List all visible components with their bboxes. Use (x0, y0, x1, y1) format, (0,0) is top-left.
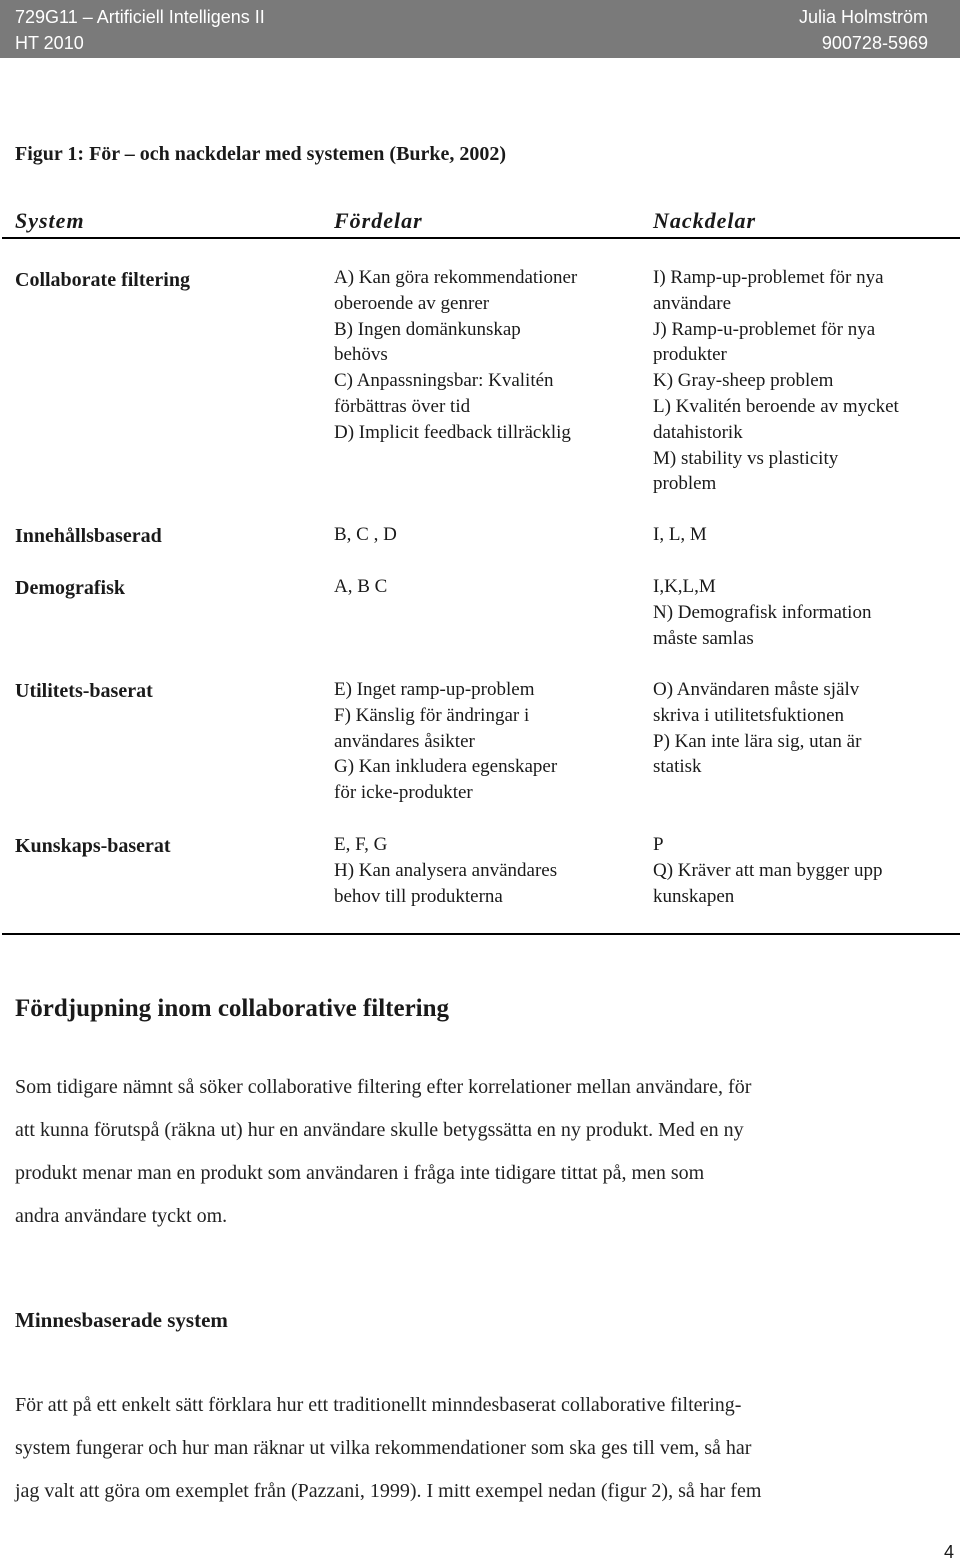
row-cons: I) Ramp-up-problemet för nya användare J) Ramp-u-problemet för nya produkter K) Gray-sheep problem L) Kvalitén beroende av mycket datahistorik M) stability vs plasticity problem (653, 267, 899, 495)
row-pros: E, F, G H) Kan analysera användares behov till produkterna (334, 834, 558, 907)
page-number: 4 (943, 1542, 954, 1562)
row-cons: O) Användaren måste själv skriva i utilitetsfuktionen P) Kan inte lära sig, utan är statisk (653, 679, 862, 778)
row-system-label: Utilitets-baserat (15, 680, 153, 702)
term: HT 2010 (15, 33, 84, 53)
row-pros: E) Inget ramp-up-problem F) Känslig för ändringar i användares åsikter G) Kan inkludera egenskaper för icke-produkter (334, 679, 558, 804)
student-id: 900728-5969 (821, 33, 928, 53)
column-header-cons: Nackdelar (653, 208, 757, 233)
row-system-label: Collaborate filtering (15, 269, 190, 291)
row-pros: A, B C (334, 576, 388, 597)
row-cons: I,K,L,M N) Demografisk information måste samlas (653, 576, 872, 649)
table-top-rule (2, 237, 960, 239)
paragraph-collaborative: Som tidigare nämnt så söker collaborative filtering efter korrelationer mellan användare, för att kunna förutspå (räkna ut) hur en användare skulle betygssätta en ny produkt. Med en ny produkt menar man en produkt som användaren i fråga inte tidigare tittat på, men som andra användare tyckt om. (15, 1076, 752, 1227)
figure-title: Figur 1: För – och nackdelar med systemen (Burke, 2002) (15, 143, 507, 165)
row-pros: A) Kan göra rekommendationer oberoende av genrer B) Ingen domänkunskap behövs C) Anpassningsbar: Kvalitén förbättras över tid D) Implicit feedback tillräcklig (334, 267, 578, 443)
header-right (799, 4, 928, 56)
row-cons: I, L, M (653, 524, 707, 545)
column-header-pros: Fördelar (334, 208, 423, 233)
page-header (0, 0, 960, 58)
author-name: Julia Holmström (798, 7, 928, 27)
course-title: 729G11 – Artificiell Intelligens II (15, 7, 265, 27)
row-cons: P Q) Kräver att man bygger upp kunskapen (653, 834, 883, 907)
section-heading-memory: Minnesbaserade system (15, 1308, 228, 1332)
header-left (15, 4, 265, 56)
table-bottom-rule (2, 933, 960, 935)
row-system-label: Demografisk (15, 577, 125, 599)
row-system-label: Innehållsbaserad (15, 525, 162, 547)
row-pros: B, C , D (334, 524, 397, 545)
column-header-system: System (15, 208, 85, 233)
section-heading-collaborative: Fördjupning inom collaborative filtering (15, 995, 450, 1022)
paragraph-memory: För att på ett enkelt sätt förklara hur ett traditionellt minndesbaserat collaborative filtering- system fungerar och hur man räknar ut vilka rekommendationer som ska ges till vem, så har jag valt att göra om exemplet från (Pazzani, 1999). I mitt exempel nedan (figur 2), så har fem (15, 1394, 762, 1502)
row-system-label: Kunskaps-baserat (15, 835, 171, 857)
